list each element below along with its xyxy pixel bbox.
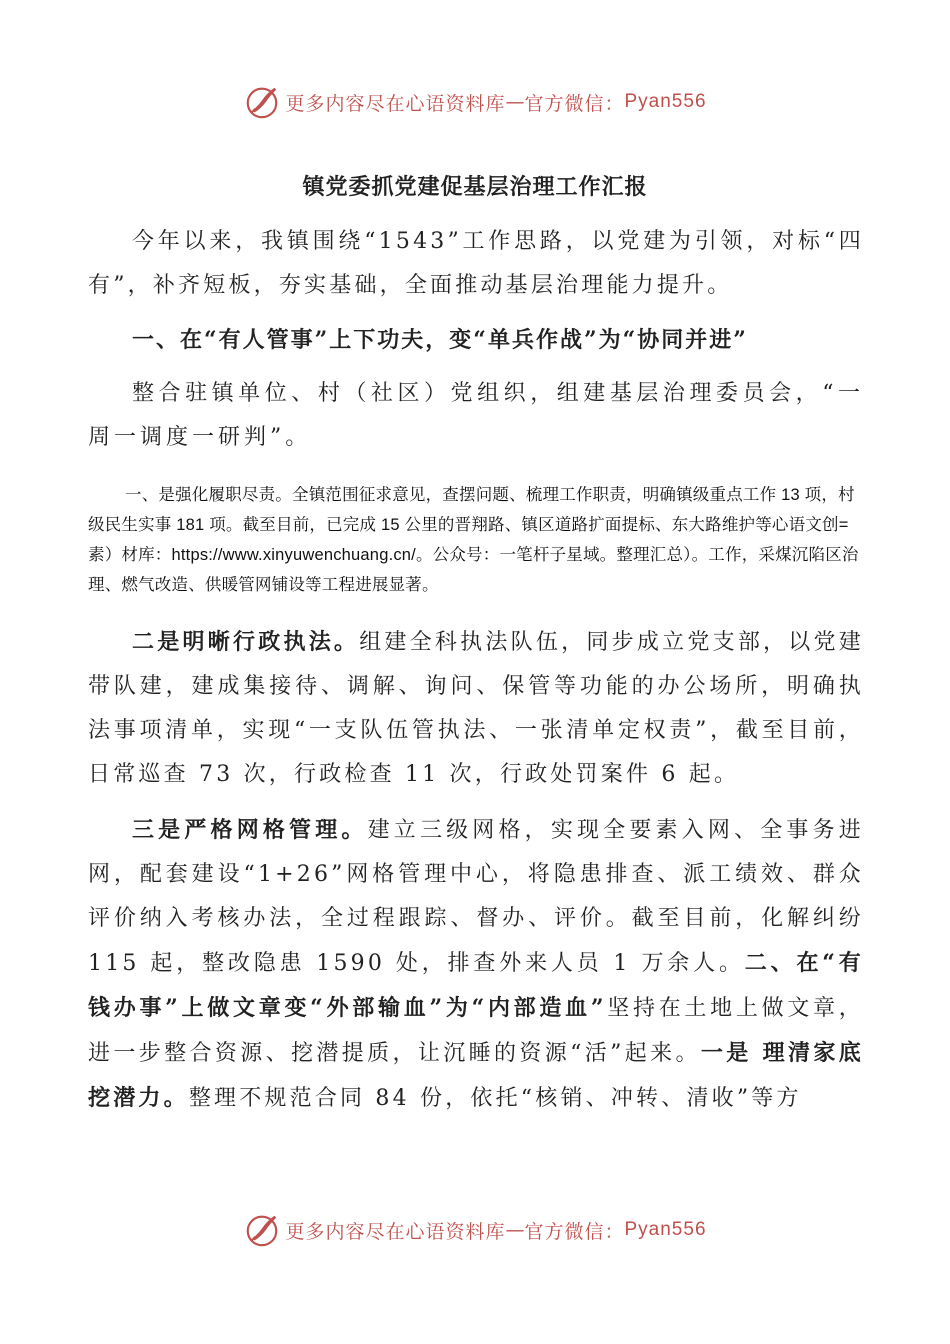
item-3-body: 建立三级网格，实现全要素入网、全事务进网，配套建设“1+26”网格管理中心，将隐患排查、派工绩效、群众评价纳入考核办法，全过程跟踪、督办、评价。截至目前，化解纠纷 115 起，整改隐患 1590 处，排查外来人员 1 万余人。 <box>88 818 864 976</box>
banner-wechat-id: Pyan556 <box>624 1219 707 1240</box>
item-4-body: 整理不规范合同 84 份，依托“核销、冲转、清收”等方 <box>188 1086 802 1111</box>
banner-separator: — <box>505 91 525 113</box>
banner-wechat-label: 官方微信： <box>524 1220 625 1243</box>
integrate-paragraph: 整合驻镇单位、村（社区）党组织，组建基层治理委员会，“一周一调度一研判”。 <box>88 381 864 450</box>
banner-wechat-label: 官方微信： <box>524 92 625 115</box>
item-1-paragraph: 一、是强化履职尽责。全镇范围征求意见，查摆问题、梳理工作职责，明确镇级重点工作 13 项，村级民生实事 181 项。截至目前，已完成 15 公里的晋翔路、镇区道路扩面提标、东大路维护等心语文创=素）材库：https://www.xinyuwenchuang.cn/。公众号：一笔杆子星域。整理汇总）。工作，采煤沉陷区治理、燃气改造、供暖管网铺设等工程进展显著。 <box>88 486 859 594</box>
item-2-lead: 二是明晰行政执法。 <box>132 629 360 655</box>
header-watermark-banner <box>0 82 950 122</box>
section-heading-1: 一、在“有人管事”上下功夫，变“单兵作战”为“协同并进” <box>132 327 748 353</box>
section-2-body: 坚持在土地上做文章，进一步整合资源、挖潜提质，让沉睡的资源“活”起来。 <box>88 996 864 1066</box>
banner-text: 更多内容尽在心语资料库 <box>285 1220 506 1243</box>
pen-logo-icon <box>243 1211 281 1249</box>
banner-text: 更多内容尽在心语资料库 <box>285 92 506 115</box>
section-heading-2: 二、在“有钱办事”上做文章变“外部输血”为“内部造血” <box>88 950 864 1021</box>
pen-logo-icon <box>243 83 281 121</box>
banner-separator: — <box>505 1219 525 1241</box>
document-title: 镇党委抓党建促基层治理工作汇报 <box>302 174 648 200</box>
item-2-paragraph <box>88 620 864 797</box>
item-2-body: 组建全科执法队伍，同步成立党支部，以党建带队建，建成集接待、调解、询问、保管等功能的办公场所，明确执法事项清单，实现“一支队伍管执法、一张清单定权责”，截至目前，日常巡查 73 次，行政检查 11 次，行政处罚案件 6 起。 <box>88 630 864 787</box>
item-3-lead: 三是严格网格管理。 <box>132 817 368 843</box>
item-4-lead: 一是 理清家底挖潜力。 <box>88 1040 865 1111</box>
footer-watermark-banner <box>0 1210 950 1250</box>
item-3-paragraph <box>88 808 864 1121</box>
intro-paragraph: 今年以来，我镇围绕“1543”工作思路，以党建为引领，对标“四有”，补齐短板，夯实基础，全面推动基层治理能力提升。 <box>88 229 864 298</box>
banner-wechat-id: Pyan556 <box>624 91 707 112</box>
